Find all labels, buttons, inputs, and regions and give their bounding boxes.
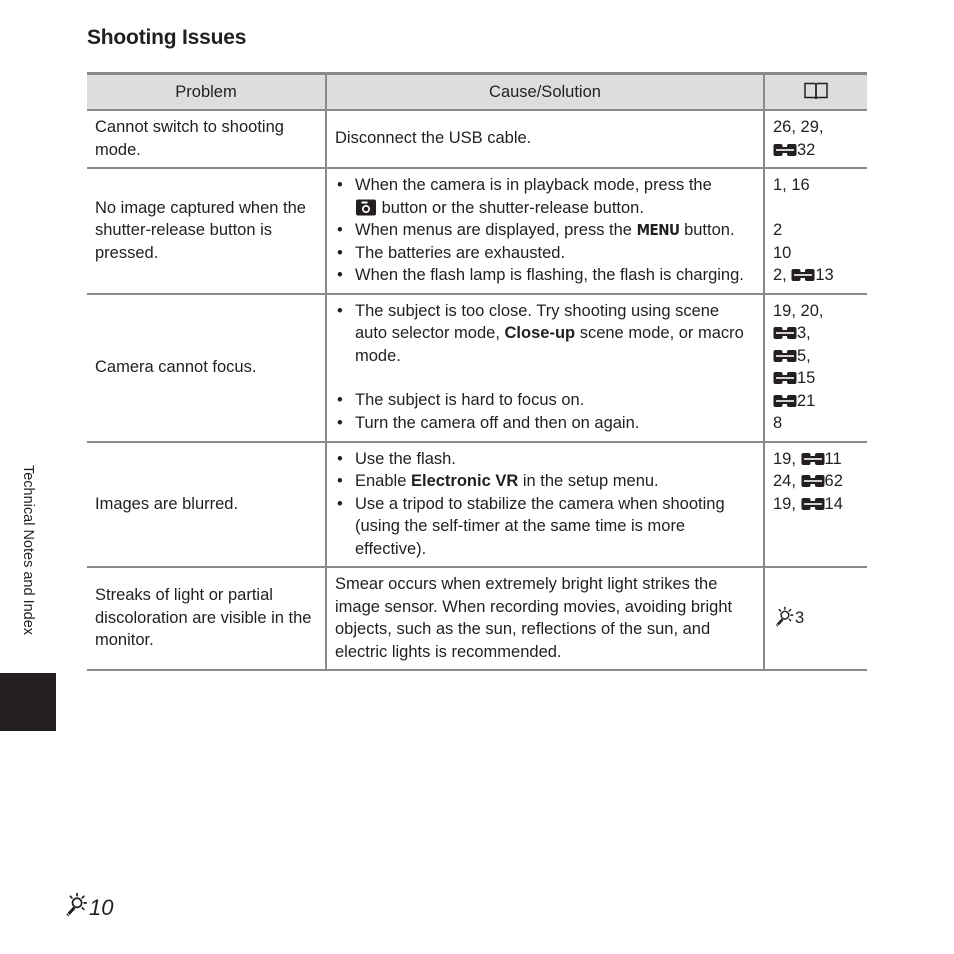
reference-section-icon [773,371,797,385]
page-ref: 8 [773,414,783,432]
page-ref: 5, [773,345,859,368]
page-ref: 32 [773,139,859,162]
menu-button-label: MENU [636,221,680,239]
problem-cell: Cannot switch to shooting mode. [87,110,326,168]
list-item: • The subject is too close. Try shooting using scene auto selector mode, Close-up scene mode, or macro mode. [335,300,755,368]
list-item: • When the flash lamp is flashing, the flash is charging. [335,264,755,287]
list-item: • The batteries are exhausted. [335,242,755,265]
book-icon [803,81,829,101]
list-item: • Turn the camera off and then on again. [335,412,755,435]
reference-section-icon [791,268,815,282]
table-row [87,442,867,568]
camera-icon [355,199,377,216]
reference-section-icon [773,326,797,340]
header-page-reference [764,74,867,111]
reference-section-icon [801,474,825,488]
list-item: • When menus are displayed, press the MENU button. [335,219,755,242]
list-item: • The subject is hard to focus on. [335,389,755,412]
page-ref: 19, 11 [773,449,842,468]
page-ref: 2 [773,221,783,239]
page-number: 10 [63,892,113,921]
table-row [87,567,867,670]
sidebar-label: Technical Notes and Index [20,464,36,636]
problem-cell: Images are blurred. [87,442,326,568]
section-tab [0,673,56,731]
header-problem: Problem [87,74,326,111]
cause-cell: Smear occurs when extremely bright light strikes the image sensor. When recording movies, avoiding bright objects, such as the sun, reflections of the sun, and electric lights is recommended. [326,567,764,670]
reference-cell [764,442,867,568]
reference-section-icon [773,143,797,157]
list-item: • Use the flash. [335,448,755,471]
page-ref: 19, 20, [773,301,824,320]
shooting-issues-table [87,72,867,671]
cause-cell [326,442,764,568]
page-ref: 3, [773,322,859,345]
cause-cell: Disconnect the USB cable. [326,110,764,168]
table-header-row [87,74,867,111]
cause-cell [326,294,764,442]
list-item: • When the camera is in playback mode, press the button or the shutter-release button. [335,174,755,219]
page-ref: 21 [773,390,859,413]
cause-cell [326,168,764,294]
table-row [87,294,867,442]
page-ref: 24, 62 [773,472,843,490]
reference-cell [764,567,867,670]
table-row [87,110,867,168]
reference-cell [764,110,867,168]
page-ref: 15 [773,367,859,390]
page-ref: 10 [773,243,792,262]
problem-cell: Camera cannot focus. [87,294,326,442]
reference-section-icon [801,497,825,511]
page-ref: 1, 16 [773,176,810,194]
list-item: • Enable Electronic VR in the setup menu. [335,470,755,493]
page-ref: 2, 13 [773,266,834,284]
page-ref: 19, 14 [773,494,843,513]
header-cause-solution: Cause/Solution [326,74,764,111]
reference-section-icon [801,452,825,466]
reference-section-icon [773,394,797,408]
list-item: • Use a tripod to stabilize the camera when shooting (using the self-timer at the same time is more effective). [335,493,755,561]
page-ref: 26, 29, [773,118,824,136]
technical-notes-icon [773,606,795,628]
table-row [87,168,867,294]
section-title: Shooting Issues [87,26,247,49]
reference-cell [764,168,867,294]
page-ref: 3 [773,606,859,630]
reference-cell [764,294,867,442]
technical-notes-icon [63,892,89,918]
problem-cell: Streaks of light or partial discoloration are visible in the monitor. [87,567,326,670]
problem-cell: No image captured when the shutter-release button is pressed. [87,168,326,294]
reference-section-icon [773,349,797,363]
